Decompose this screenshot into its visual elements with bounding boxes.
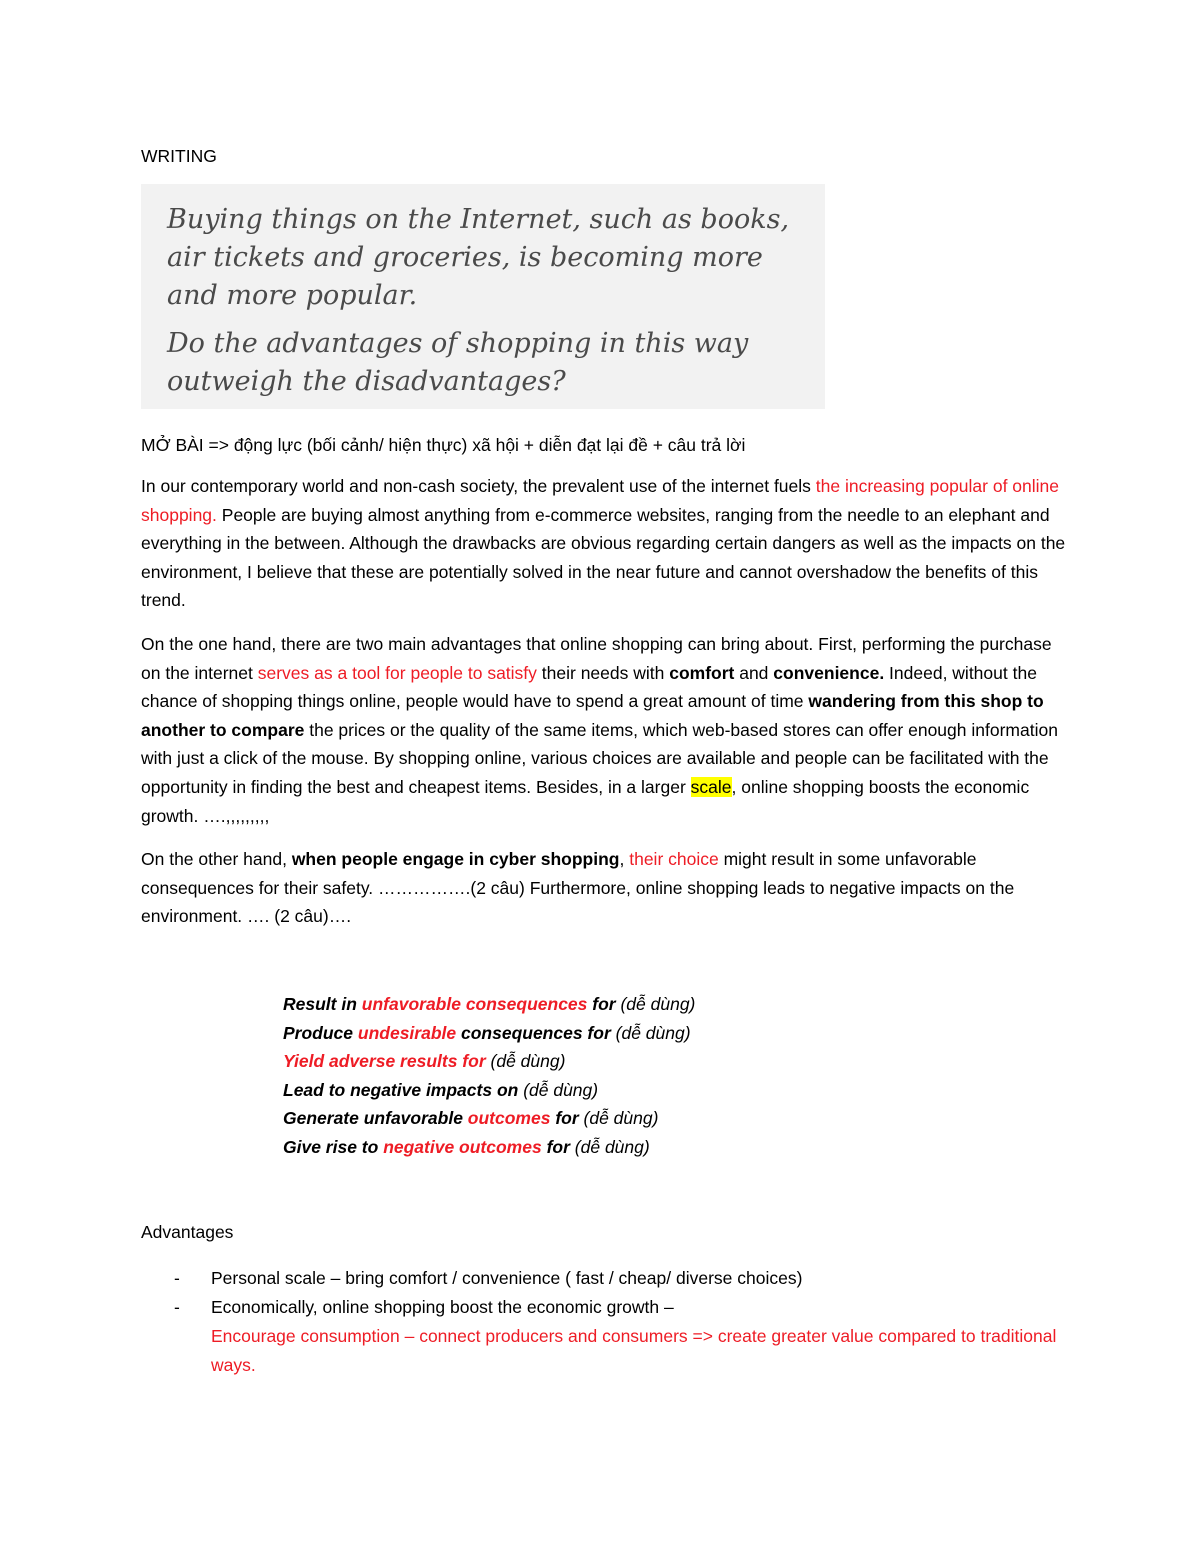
p2-bold-wandering: wandering from this shop to another to compare bbox=[141, 691, 1044, 740]
prompt-statement: Buying things on the Internet, such as books, air tickets and groceries, is becoming more and more popular. bbox=[167, 204, 790, 311]
p3-bold-cyber-shopping: when people engage in cyber shopping bbox=[291, 849, 620, 869]
p2-text-4: Indeed, without the chance of shopping things online, people would have to spend a great amount of time bbox=[141, 662, 1037, 712]
paragraph-disadvantages bbox=[141, 845, 1071, 931]
paragraph-advantages bbox=[141, 630, 1071, 830]
phrase-item: Result in unfavorable consequences for (dễ dùng) bbox=[283, 994, 696, 1014]
phrase-list bbox=[283, 990, 695, 1161]
p3-text-1: On the other hand, bbox=[141, 849, 292, 869]
page-heading: WRITING bbox=[141, 146, 217, 166]
prompt-question: Do the advantages of shopping in this way outweigh the disadvantages? bbox=[167, 328, 749, 397]
p2-red-phrase: serves as a tool for people to satisfy bbox=[257, 662, 537, 683]
p2-highlight-scale: scale bbox=[690, 776, 732, 797]
advantage-economic: Economically, online shopping boost the economic growth – bbox=[211, 1297, 674, 1317]
p2-text-3: and bbox=[734, 662, 774, 683]
phrase-item: Give rise to negative outcomes for (dễ dùng) bbox=[283, 1136, 650, 1157]
intro-label-text: MỞ BÀI => động lực (bối cảnh/ hiện thực) xã hội + diễn đạt lại đề + câu trả lời bbox=[141, 435, 746, 455]
p2-bold-convenience: convenience. bbox=[773, 662, 885, 683]
advantage-personal: Personal scale – bring comfort / convenience ( fast / cheap/ diverse choices) bbox=[211, 1268, 803, 1288]
p2-bold-comfort: comfort bbox=[669, 662, 735, 683]
phrase-item: Lead to negative impacts on (dễ dùng) bbox=[283, 1079, 599, 1100]
p3-red-phrase: their choice bbox=[629, 849, 719, 869]
phrase-item: Produce undesirable consequences for (dễ dùng) bbox=[283, 1022, 691, 1043]
paragraph-introduction bbox=[141, 472, 1071, 615]
p2-text-5: the prices or the quality of the same items, which web-based stores can offer enough information with just a click of the mouse. By shopping online, various choices are available and people can be facilitated with the opportunity in finding the best and cheapest items. Besides, in a larger bbox=[141, 719, 1058, 797]
advantages-heading: Advantages bbox=[141, 1222, 234, 1242]
essay-prompt-image bbox=[141, 184, 825, 409]
list-item bbox=[141, 1264, 1071, 1293]
dash-bullet: - bbox=[174, 1268, 180, 1288]
p3-text-3: might result in some unfavorable consequences for their safety. …………….(2 câu) Furthermore, online shopping leads to negative impacts on the environment. …. (2 câu)…. bbox=[141, 849, 1015, 927]
phrase-item: Yield adverse results for (dễ dùng) bbox=[283, 1051, 566, 1071]
advantages-list bbox=[141, 1264, 1071, 1380]
p2-text-6: , online shopping boosts the economic growth. ….,,,,,,,,, bbox=[141, 776, 1030, 826]
intro-label bbox=[141, 431, 1071, 460]
p2-text-1: On the one hand, there are two main advantages that online shopping can bring about. First, performing the purchase on the internet bbox=[141, 634, 1052, 683]
p2-text-2: their needs with bbox=[536, 662, 670, 683]
p1-text-1: In our contemporary world and non-cash society, the prevalent use of the internet fuels bbox=[141, 476, 816, 496]
dash-bullet: - bbox=[174, 1297, 180, 1317]
p1-text-2: People are buying almost anything from e-commerce websites, ranging from the needle to an elephant and everything in the between. Although the drawbacks are obvious regarding certain dangers as well as the impacts on the environment, I believe that these are potentially solved in the near future and cannot overshadow the benefits of this trend. bbox=[141, 504, 1066, 611]
p3-text-2: , bbox=[619, 849, 630, 869]
advantage-economic-detail: Encourage consumption – connect producers and consumers => create greater value compared to traditional ways. bbox=[211, 1326, 1057, 1375]
list-item bbox=[141, 1293, 1071, 1380]
p1-red-phrase: the increasing popular of online shopping. bbox=[141, 476, 1060, 525]
phrase-item: Generate unfavorable outcomes for (dễ dùng) bbox=[283, 1108, 659, 1128]
